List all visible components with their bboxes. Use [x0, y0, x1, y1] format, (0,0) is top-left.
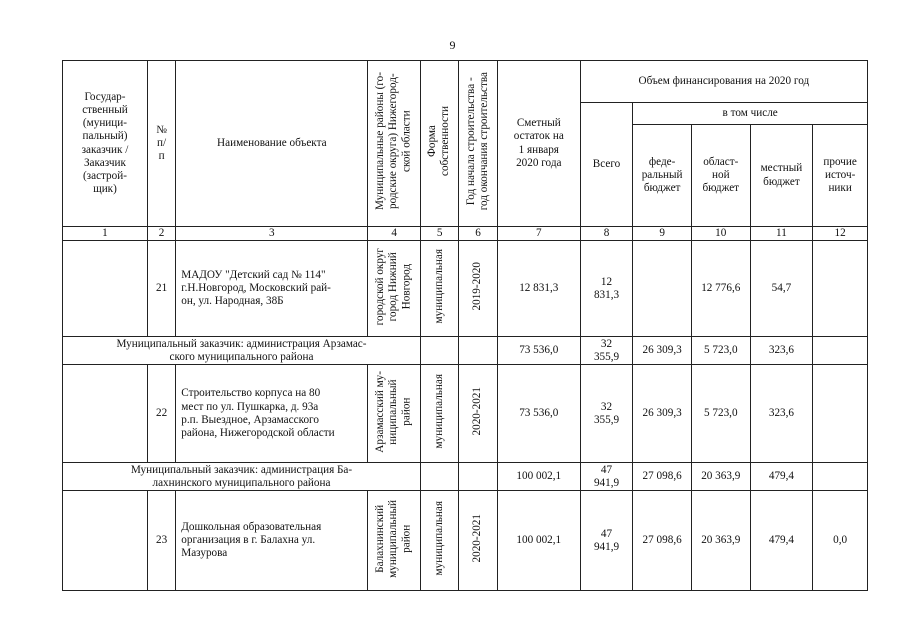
years-cell: [459, 241, 497, 337]
row-number: 21: [147, 241, 175, 337]
header-regional: област- ной бюджет: [691, 125, 750, 227]
years-cell: [459, 365, 497, 463]
header-local: местный бюджет: [750, 125, 813, 227]
total: 32 355,9: [580, 337, 633, 365]
district: Балахнинский муниципальный район: [374, 499, 413, 578]
other: [813, 241, 868, 337]
local: 323,6: [750, 365, 813, 463]
customer-cell: [63, 491, 148, 591]
empty-cell: [459, 337, 497, 365]
regional: 20 363,9: [691, 491, 750, 591]
object-name: МАДОУ "Детский сад № 114" г.Н.Новгород, Московский рай- он, ул. Народная, 38Б: [176, 241, 368, 337]
total: 12 831,3: [580, 241, 633, 337]
ownership: муниципальная: [433, 374, 446, 449]
other: [813, 463, 868, 491]
header-total: Всего: [580, 103, 633, 227]
column-number: 3: [176, 227, 368, 241]
local: 479,4: [750, 491, 813, 591]
header-estimate: Сметный остаток на 1 января 2020 года: [497, 61, 580, 227]
group-label: Муниципальный заказчик: администрация Арзамас- ского муниципального района: [63, 337, 421, 365]
header-number: № п/ п: [147, 61, 175, 227]
customer-cell: [63, 365, 148, 463]
years: 2020-2021: [471, 514, 484, 563]
header-federal: феде- ральный бюджет: [633, 125, 692, 227]
header-years: Год начала строительства - год окончания строительства: [464, 72, 491, 211]
customer-cell: [63, 241, 148, 337]
district-cell: [368, 491, 421, 591]
federal: 27 098,6: [633, 463, 692, 491]
column-number: 6: [459, 227, 497, 241]
local: 323,6: [750, 337, 813, 365]
estimate: 12 831,3: [497, 241, 580, 337]
header-ownership: Форма собственности: [426, 106, 452, 177]
column-number: 5: [420, 227, 458, 241]
group-row: [63, 463, 868, 491]
estimate: 73 536,0: [497, 337, 580, 365]
object-name: Строительство корпуса на 80 мест по ул. Пушкарка, д. 93а р.п. Выездное, Арзамасского района, Нижегородской области: [176, 365, 368, 463]
empty-cell: [420, 337, 458, 365]
column-number: 12: [813, 227, 868, 241]
column-number: 2: [147, 227, 175, 241]
page-number: 9: [449, 38, 456, 52]
table-row: [63, 365, 868, 463]
district-cell: [368, 365, 421, 463]
header-districts-cell: [368, 61, 421, 227]
header-row-1: [63, 61, 868, 103]
regional: 20 363,9: [691, 463, 750, 491]
district: городской округ город Нижний Новгород: [374, 247, 413, 326]
table-row: [63, 241, 868, 337]
object-name: Дошкольная образовательная организация в г. Балахна ул. Мазурова: [176, 491, 368, 591]
ownership: муниципальная: [433, 249, 446, 324]
ownership-cell: [420, 365, 458, 463]
header-funding-volume: Объем финансирования на 2020 год: [580, 61, 867, 103]
ownership: муниципальная: [433, 501, 446, 576]
header-districts: Муниципальные районы (го- родские округа) Нижегород- ской области: [374, 72, 413, 211]
column-number: 11: [750, 227, 813, 241]
estimate: 100 002,1: [497, 491, 580, 591]
header-object-name: Наименование объекта: [176, 61, 368, 227]
total: 47 941,9: [580, 491, 633, 591]
ownership-cell: [420, 491, 458, 591]
district-cell: [368, 241, 421, 337]
estimate: 73 536,0: [497, 365, 580, 463]
years: 2020-2021: [471, 387, 484, 436]
local: 479,4: [750, 463, 813, 491]
federal: 27 098,6: [633, 491, 692, 591]
table-row: [63, 491, 868, 591]
empty-cell: [459, 463, 497, 491]
regional: 12 776,6: [691, 241, 750, 337]
other: [813, 365, 868, 463]
column-number: 4: [368, 227, 421, 241]
header-ownership-cell: [420, 61, 458, 227]
ownership-cell: [420, 241, 458, 337]
row-number: 23: [147, 491, 175, 591]
column-number: 1: [63, 227, 148, 241]
financing-table: [62, 60, 868, 591]
regional: 5 723,0: [691, 365, 750, 463]
other: 0,0: [813, 491, 868, 591]
column-number-row: [63, 227, 868, 241]
federal: 26 309,3: [633, 337, 692, 365]
group-label: Муниципальный заказчик: администрация Ба- лахнинского муниципального района: [63, 463, 421, 491]
header-other: прочие источ- ники: [813, 125, 868, 227]
row-number: 22: [147, 365, 175, 463]
regional: 5 723,0: [691, 337, 750, 365]
header-customer: Государ- ственный (муници- пальный) заказчик / Заказчик (застрой- щик): [63, 61, 148, 227]
local: 54,7: [750, 241, 813, 337]
total: 32 355,9: [580, 365, 633, 463]
district: Арзамасский му- ниципальный район: [374, 370, 413, 453]
federal: 26 309,3: [633, 365, 692, 463]
years-cell: [459, 491, 497, 591]
estimate: 100 002,1: [497, 463, 580, 491]
empty-cell: [420, 463, 458, 491]
total: 47 941,9: [580, 463, 633, 491]
column-number: 8: [580, 227, 633, 241]
header-including: в том числе: [633, 103, 868, 125]
column-number: 9: [633, 227, 692, 241]
column-number: 7: [497, 227, 580, 241]
other: [813, 337, 868, 365]
header-years-cell: [459, 61, 497, 227]
federal: [633, 241, 692, 337]
years: 2019-2020: [471, 262, 484, 311]
column-number: 10: [691, 227, 750, 241]
group-row: [63, 337, 868, 365]
